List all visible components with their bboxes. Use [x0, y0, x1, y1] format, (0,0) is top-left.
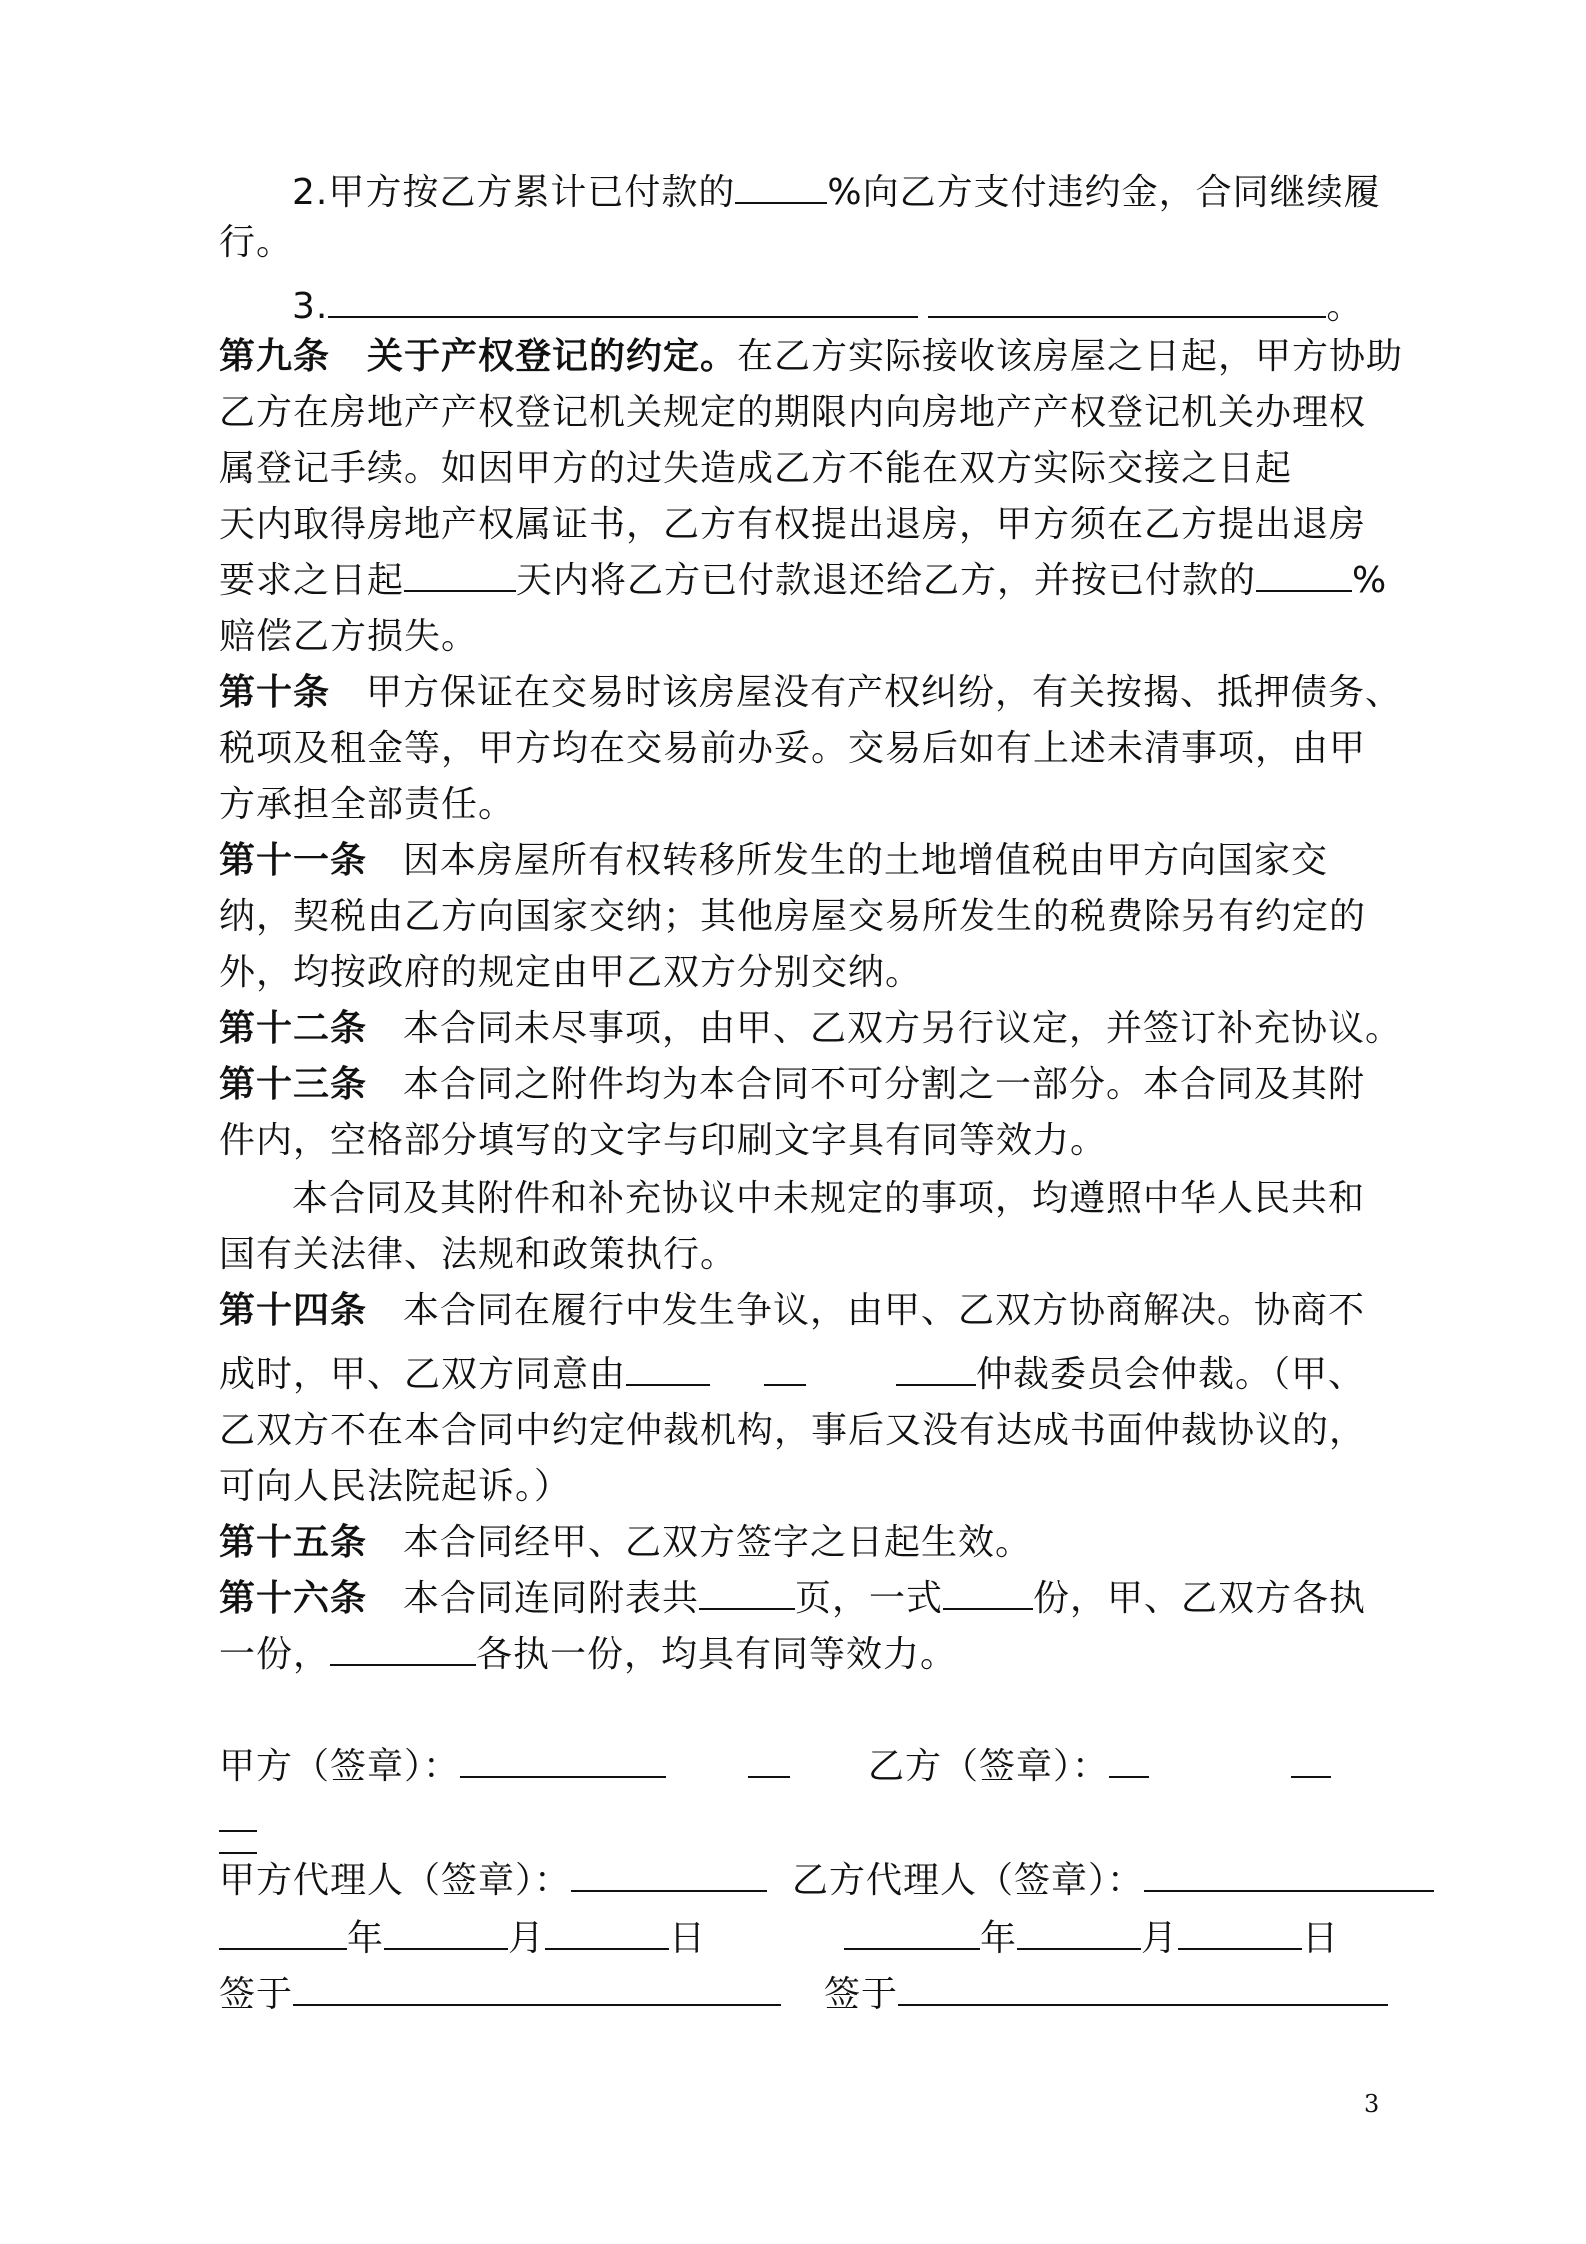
blank-item-3-b	[928, 282, 1326, 318]
article-14-line-1: 第十四条 本合同在履行中发生争议，由甲、乙双方协商解决。协商不	[219, 1290, 1366, 1331]
article-11-line-2: 纳，契税由乙方向国家交纳；其他房屋交易所发生的税费除另有约定的	[219, 896, 1367, 937]
article-11-heading: 第十一条	[219, 840, 368, 881]
agent-a-signature-blank	[571, 1856, 767, 1892]
party-b-signature-blank-2	[1291, 1742, 1331, 1778]
blank-refund-days	[404, 556, 516, 592]
party-a-signature-blank	[460, 1742, 666, 1778]
article-13-line-1: 第十三条 本合同之附件均为本合同不可分割之一部分。本合同及其附	[219, 1064, 1366, 1105]
blank-penalty-percent	[735, 168, 827, 204]
blank-arbitration-b	[764, 1350, 806, 1386]
blank-arbitration-c	[896, 1350, 976, 1386]
party-b-signature-line: 乙方（签章）：	[868, 1742, 1331, 1792]
party-a-year-blank	[219, 1914, 347, 1950]
party-b-signature-overflow-mark	[219, 1830, 257, 1854]
article-10-line-1: 第十条 甲方保证在交易时该房屋没有产权纠纷，有关按揭、抵押债务、	[219, 672, 1403, 713]
party-a-day-blank	[545, 1914, 669, 1950]
clause-item-3: 3. 。	[292, 282, 1363, 332]
article-9-heading: 第九条 关于产权登记的约定。	[219, 336, 738, 377]
blank-compensation-percent	[1256, 556, 1352, 592]
party-b-year-blank	[844, 1914, 980, 1950]
article-9-line-4: 天内取得房地产权属证书，乙方有权提出退房，甲方须在乙方提出退房	[219, 504, 1367, 545]
article-14-heading: 第十四条	[219, 1290, 368, 1331]
article-15-heading: 第十五条	[219, 1522, 368, 1563]
article-13-paragraph-line-2: 国有关法律、法规和政策执行。	[219, 1234, 738, 1275]
agent-b-signature-blank	[1144, 1856, 1434, 1892]
party-a-signature-line: 甲方（签章）：	[219, 1742, 790, 1792]
article-9-line-3: 属登记手续。如因甲方的过失造成乙方不能在双方实际交接之日起	[219, 448, 1293, 489]
clause-item-2: 2.甲方按乙方累计已付款的 %向乙方支付违约金，合同继续履	[292, 168, 1381, 218]
clause-item-2-cont: 行。	[219, 222, 294, 263]
party-a-signature-blank-2	[748, 1742, 790, 1778]
party-b-signature-blank	[1109, 1742, 1149, 1778]
article-13-line-2: 件内，空格部分填写的文字与印刷文字具有同等效力。	[219, 1120, 1108, 1161]
blank-attachment-pages	[699, 1574, 795, 1610]
article-9-line-1: 第九条 关于产权登记的约定。在乙方实际接收该房屋之日起，甲方协助	[219, 336, 1404, 377]
article-12-heading: 第十二条	[219, 1008, 368, 1049]
article-10-heading: 第十条	[219, 672, 331, 713]
party-b-month-blank	[1017, 1914, 1141, 1950]
article-16-line-1: 第十六条 本合同连同附表共 页，一式 份，甲、乙双方各执	[219, 1574, 1366, 1624]
blank-copies	[943, 1574, 1033, 1610]
article-12-line-1: 第十二条 本合同未尽事项，由甲、乙双方另行议定，并签订补充协议。	[219, 1008, 1403, 1049]
article-11-line-3: 外，均按政府的规定由甲乙双方分别交纳。	[219, 952, 923, 993]
article-13-heading: 第十三条	[219, 1064, 368, 1105]
article-14-line-2: 成时，甲、乙双方同意由 仲裁委员会仲裁。（甲、	[219, 1350, 1365, 1400]
article-14-line-3: 乙双方不在本合同中约定仲裁机构，事后又没有达成书面仲裁协议的，	[219, 1410, 1367, 1451]
article-10-line-2: 税项及租金等，甲方均在交易前办妥。交易后如有上述未清事项，由甲	[219, 728, 1367, 769]
agent-a-signature-line: 甲方代理人（签章）：	[219, 1856, 767, 1906]
agent-b-signature-line: 乙方代理人（签章）：	[792, 1856, 1434, 1906]
party-a-month-blank	[384, 1914, 508, 1950]
party-a-date-line: 年 月 日	[219, 1914, 706, 1964]
article-16-line-2: 一份， 各执一份，均具有同等效力。	[219, 1630, 957, 1680]
article-9-line-2: 乙方在房地产产权登记机关规定的期限内向房地产产权登记机关办理权	[219, 392, 1367, 433]
article-10-line-3: 方承担全部责任。	[219, 784, 516, 825]
party-a-signed-at-blank	[293, 1970, 781, 2006]
article-11-line-1: 第十一条 因本房屋所有权转移所发生的土地增值税由甲方向国家交	[219, 840, 1329, 881]
page-number: 3	[1364, 2090, 1380, 2118]
party-b-date-line: 年 月 日	[844, 1914, 1339, 1964]
blank-item-3-a	[328, 282, 918, 318]
article-9-line-6: 赔偿乙方损失。	[219, 616, 479, 657]
party-b-signed-at-line: 签于	[824, 1970, 1388, 2020]
article-16-heading: 第十六条	[219, 1578, 368, 1619]
article-15-line-1: 第十五条 本合同经甲、乙双方签字之日起生效。	[219, 1522, 1033, 1563]
party-b-day-blank	[1178, 1914, 1302, 1950]
party-a-signed-at-line: 签于	[219, 1970, 781, 2020]
article-13-paragraph-line-1: 本合同及其附件和补充协议中未规定的事项，均遵照中华人民共和	[292, 1178, 1366, 1219]
article-9-line-5: 要求之日起 天内将乙方已付款退还给乙方，并按已付款的 %	[219, 556, 1387, 606]
blank-arbitration-a	[626, 1350, 710, 1386]
article-14-line-4: 可向人民法院起诉。）	[219, 1466, 572, 1507]
blank-other-party	[330, 1630, 476, 1666]
party-b-signed-at-blank	[898, 1970, 1388, 2006]
